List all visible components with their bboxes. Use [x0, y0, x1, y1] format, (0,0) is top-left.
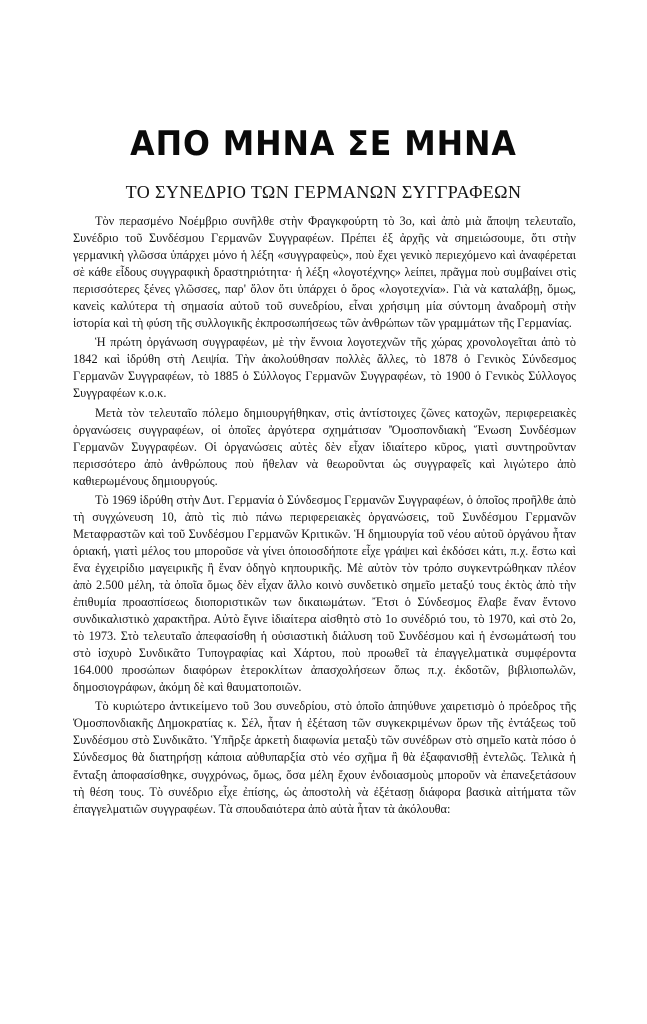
paragraph: Τὸν περασμένο Νοέμβριο συνῆλθε στὴν Φραγκφούρτη τὸ 3ο, καὶ ἀπὸ μιὰ ἄποψη τελευταῖο, Συνέδριο τοῦ Συνδέσμου Γερμανῶν Συγγραφέων. Πρέπει ἐξ ἀρχῆς νὰ σημειώσουμε, ὅτι στὴν γερμανικὴ γλῶσσα ὑπάρχει μόνο ἡ λέξη «συγγραφεὺς», ποὺ ἔχει γενικὸ περιεχόμενο καὶ ἀναφέρεται σὲ κάθε εἶδους συγγραφικὴ δραστηριότητα· ἡ λέξη «λογοτέχνης» λείπει, πρᾶγμα ποὺ συμβαίνει στὶς περισσότερες ξένες γλῶσσες, παρ' ὅλον ὅτι ὑπάρχει ὁ ὅρος «λογοτεχνία». Γιὰ νὰ καταλάβῃ, ὅμως, κανεὶς καλύτερα τὴ σημασία αὐτοῦ τοῦ συνεδρίου, εἶναι χρήσιμη μία σύντομη ἀναδρομὴ στὴν ἱστορία καὶ τὴ φύση τῆς συλλογικῆς ἐκπροσωπήσεως τῶν ἀνθρώπων τῶν γραμμάτων τῆς Γερμανίας. [73, 214, 576, 331]
section-title: ΑΠΟ ΜΗΝΑ ΣΕ ΜΗΝΑ [130, 124, 517, 164]
paragraph: Ἡ πρώτη ὀργάνωση συγγραφέων, μὲ τὴν ἔννοια λογοτεχνῶν τῆς χώρας χρονολογεῖται ἀπὸ τὸ 1842 καὶ ἱδρύθη στὴ Λειψία. Τὴν ἀκολούθησαν πολλὲς ἄλλες, τὸ 1878 ὁ Γενικὸς Σύνδεσμος Γερμανῶν Συγγραφέων, τὸ 1885 ὁ Σύλλογος Γερμανῶν Συγγραφέων, τὸ 1900 ὁ Γενικὸς Σύλλογος Συγγραφέων κ.ο.κ. [73, 335, 576, 401]
paragraph: Τὸ κυριώτερο ἀντικείμενο τοῦ 3ου συνεδρίου, στὸ ὁποῖο ἀπηύθυνε χαιρετισμὸ ὁ πρόεδρος τῆς Ὁμοσπονδιακῆς Δημοκρατίας κ. Σέλ, ἦταν ἡ ἐξέταση τῶν συγκεκριμένων ὅρων τῆς ἐντάξεως τοῦ Συνδέσμου στὸ Συνδικᾶτο. Ὑπῆρξε ἀρκετὴ διαφωνία μεταξὺ τῶν συνέδρων στὸ σημεῖο κατὰ πόσο ὁ Σύνδεσμος θὰ διατηρήσῃ κάποια αὐθυπαρξία στὸ νέο σχῆμα ἢ θὰ ἐξαφανισθῇ ἐντελῶς. Τελικὰ ἡ ἔνταξη ἀποφασίσθηκε, συγχρόνως, ὅμως, ὅσα μέλη ἔχουν ἐνδοιασμοὺς μποροῦν νὰ ἐπανεξετάσουν τὴ θέση τους. Τὸ συνέδριο εἶχε ἐπίσης, ὡς ἀποστολὴ νὰ ἐξέτασῃ διάφορα βασικὰ αἰτήματα τῶν ἐπαγγελματιῶν συγγραφέων. Τὰ σπουδαιότερα ἀπὸ αὐτὰ ἦταν τὰ ἀκόλουθα: [73, 699, 576, 816]
paragraph: Τὸ 1969 ἱδρύθη στὴν Δυτ. Γερμανία ὁ Σύνδεσμος Γερμανῶν Συγγραφέων, ὁ ὁποῖος προῆλθε ἀπὸ τὴ συγχώνευση 10, ἀπὸ τὶς πιὸ πάνω περιφερειακὲς ὀργανώσεις, τοῦ Συνδέσμου Γερμανῶν Μεταφραστῶν καὶ τοῦ Συνδέσμου Γερμανῶν Κριτικῶν. Ἡ δημιουργία τοῦ νέου αὐτοῦ ὀργάνου ἦταν ὁριακή, γιατὶ μέλος του μποροῦσε νὰ γίνει ὁποιοσδήποτε εἶχε γράψει καὶ ἐκδόσει κάτι, π.χ. ἔστω καὶ ἕνα ἐγχειρίδιο μαγειρικῆς ἢ ἕναν ὁδηγὸ κηπουρικῆς. Μὲ αὐτὸν τὸν τρόπο συγκεντρώθηκαν πλέον ἀπὸ 2.500 μέλη, τὰ ὁποῖα ὅμως δὲν εἶχαν ἄλλο κοινὸ συνδετικὸ σημεῖο μεταξύ τους ἐκτὸς ἀπὸ τὴν ἐπιθυμία προασπίσεως διοποριστικῶν των δικαιωμάτων. Ἔτσι ὁ Σύνδεσμος ἔλαβε ἕναν ἔντονο συνδικαλιστικὸ χαρακτῆρα. Αὐτὸ ἔγινε ἰδιαίτερα αἰσθητὸ στὸ 1ο συνέδριό του, τὸ 1970, καὶ στὸ 2ο, τὸ 1973. Στὸ τελευταῖο ἀπεφασίσθη ἡ οὐσιαστικὴ διάλυση τοῦ Συνδέσμου καὶ ἡ ἐνσωμάτωσή του στὸ ἰσχυρὸ Συνδικᾶτο Τυπογραφίας καὶ Χάρτου, ποὺ προωθεῖ τὰ ἐπαγγελματικὰ συμφέροντα 164.000 προσώπων διαφόρων ἑτεροκλίτων ἀπασχολήσεων ὅπως π.χ. ἐκδοτῶν, βιβλιοπωλῶν, δημοσιογράφων, ἀκόμη δὲ καὶ θαυματοποιῶν. [73, 492, 576, 695]
paragraph: Μετὰ τὸν τελευταῖο πόλεμο δημιουργήθηκαν, στὶς ἀντίστοιχες ζῶνες κατοχῶν, περιφερειακὲς ὀργανώσεις συγγραφέων, οἱ ὁποῖες ἀργότερα σχημάτισαν 'Ὁμοσπονδιακὴ Ἕνωση Συνδέσμων Γερμανῶν Συγγραφέων. Οἱ ὀργανώσεις αὐτὲς δὲν εἶχαν ἰδιαίτερο κῦρος, γιατὶ συντηροῦνταν περισσότερο ἀπὸ ἀνθρώπους ποὺ ἤθελαν νὰ θεωροῦνται ὡς συγγραφεῖς καὶ λιγώτερο ἀπὸ καθιερωμένους δημιουργούς. [73, 405, 576, 488]
article-title: ΤΟ ΣΥΝΕΔΡΙΟ ΤΩΝ ΓΕΡΜΑΝΩΝ ΣΥΓΓΡΑΦΕΩΝ [125, 182, 522, 202]
article-body [73, 213, 576, 820]
